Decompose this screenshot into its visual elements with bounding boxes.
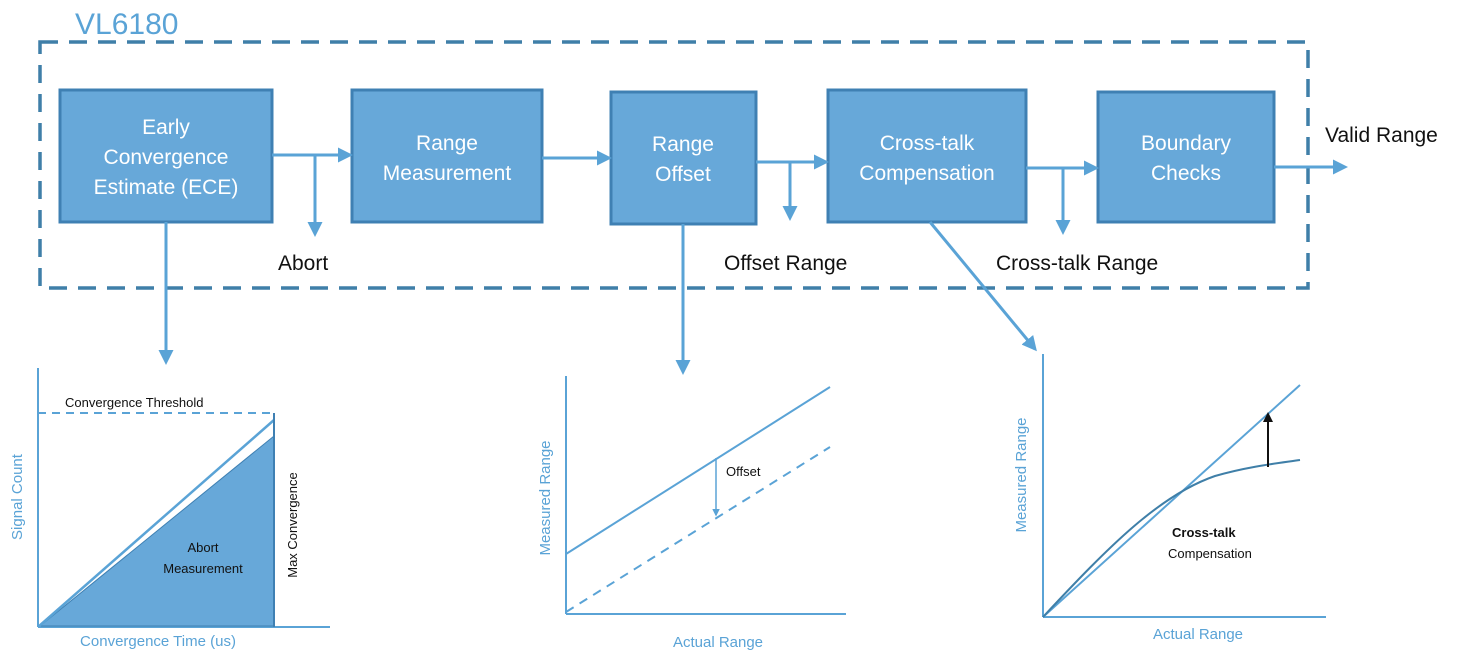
abort-label: Abort (278, 252, 329, 275)
container-label: VL6180 (75, 8, 179, 41)
ece-abort-region (40, 436, 274, 626)
block-crosstalk-compensation (828, 90, 1026, 222)
crosstalk-plot (1013, 354, 1326, 643)
ece-xlabel: Convergence Time (us) (80, 633, 236, 650)
block-range-offset (611, 92, 756, 224)
block-range-offset-line1: Range (652, 133, 714, 156)
ece-plot (9, 368, 330, 650)
block-crosstalk-line2: Compensation (859, 162, 995, 185)
arrow-crosstalk-to-plot (930, 222, 1035, 349)
offset-range-label: Offset Range (724, 252, 848, 275)
ece-region-line2: Measurement (163, 561, 243, 576)
crosstalk-ylabel: Measured Range (1013, 417, 1030, 533)
block-ece (60, 90, 272, 222)
block-range-measurement-line1: Range (416, 132, 478, 155)
ece-threshold-label: Convergence Threshold (65, 395, 204, 410)
offset-label: Offset (726, 464, 761, 479)
block-ece-line2: Convergence (103, 146, 229, 169)
crosstalk-ideal-line (1043, 385, 1300, 617)
block-range-offset-line2: Offset (655, 163, 711, 186)
crosstalk-label-line2: Compensation (1168, 546, 1252, 561)
offset-plot (537, 376, 846, 651)
block-crosstalk-line1: Cross-talk (879, 132, 975, 155)
offset-xlabel: Actual Range (672, 634, 764, 651)
crosstalk-xlabel: Actual Range (1152, 626, 1244, 643)
crosstalk-range-label: Cross-talk Range (996, 252, 1159, 275)
ece-max-label: Max Convergence (285, 472, 300, 578)
block-range-measurement (352, 90, 542, 222)
offset-ylabel: Measured Range (537, 440, 554, 556)
block-boundary-checks (1098, 92, 1274, 222)
block-boundary-line2: Checks (1150, 162, 1222, 185)
ece-region-line1: Abort (187, 540, 219, 555)
block-boundary-line1: Boundary (1141, 132, 1231, 155)
block-ece-line1: Early (142, 116, 190, 139)
block-ece-line3: Estimate (ECE) (93, 176, 239, 199)
offset-measured-line (566, 387, 830, 554)
block-range-measurement-line2: Measurement (382, 162, 512, 185)
valid-range-label: Valid Range (1325, 124, 1438, 147)
ece-ylabel: Signal Count (9, 454, 26, 540)
crosstalk-label-line1: Cross-talk (1172, 525, 1236, 540)
